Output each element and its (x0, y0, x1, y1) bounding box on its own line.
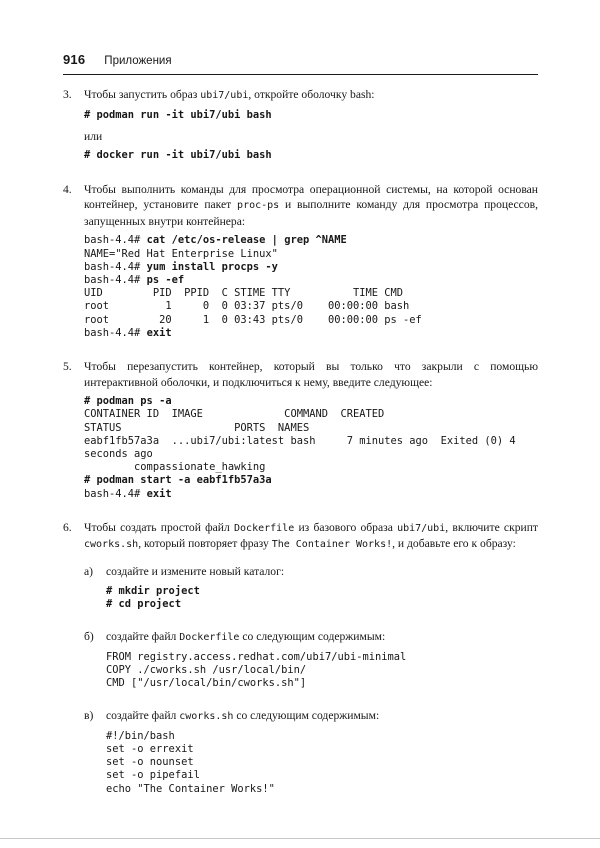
sub-item-label: а) (84, 565, 94, 578)
paragraph (106, 564, 538, 580)
output-text: NAME="Red Hat Enterprise Linux" (84, 247, 278, 260)
code-line (106, 756, 538, 769)
inline-code: ubi7/ubi (397, 522, 446, 534)
inline-code: proc-ps (237, 200, 280, 212)
text-run: со следующим содержимым: (239, 630, 386, 643)
document-content (63, 87, 538, 803)
code-block (106, 730, 538, 796)
inline-code: Dockerfile (234, 522, 295, 534)
output-text: bash-4.4# (84, 326, 147, 339)
text-run: создайте и измените новый каталог: (106, 565, 285, 578)
inline-code: ubi7/ubi (200, 90, 249, 101)
list-item-body (84, 359, 538, 508)
list-item-number: 5. (63, 360, 72, 373)
paragraph (106, 629, 538, 646)
page-number: 916 (63, 52, 86, 67)
code-line (84, 248, 538, 261)
list-item-body (84, 87, 538, 170)
text-run: Чтобы перезапустить контейнер, который вы только что закрыли с помощью интерактивной оболочки, и подключиться к нему, введите следующее: (84, 360, 538, 389)
output-text: FROM registry.access.redhat.com/ubi7/ubi-minimal (106, 650, 407, 663)
sub-list-item (84, 564, 538, 618)
text-run: Чтобы запустить образ (84, 88, 201, 101)
inline-code: The Container Works! (271, 539, 393, 551)
list-item (63, 87, 538, 170)
command-text: cat /etc/os-release | grep ^NAME (146, 234, 347, 247)
code-line (106, 730, 538, 743)
code-line (84, 149, 538, 162)
output-text: set -o nounset (106, 756, 194, 769)
inline-code: cworks.sh (179, 711, 234, 723)
code-line (84, 422, 538, 435)
code-block (84, 109, 538, 122)
paragraph (84, 87, 538, 104)
command-text: yum install procps -y (146, 260, 278, 273)
output-text: COPY ./cworks.sh /usr/local/bin/ (106, 663, 307, 676)
paragraph (84, 520, 538, 553)
output-text: compassionate_hawking (84, 461, 266, 474)
output-text: seconds ago (84, 448, 153, 460)
code-line (84, 327, 538, 340)
list-item-number: 6. (63, 520, 72, 534)
output-text: set -o errexit (106, 743, 194, 755)
text-run: , который повторяет фразу (138, 537, 272, 551)
output-text: eabf1fb57a3a ...ubi7/ubi:latest bash 7 minutes ago Exited (0) 4 (84, 434, 516, 447)
command-text: exit (146, 487, 172, 500)
command-text: # podman start -a eabf1fb57a3a (84, 474, 272, 487)
command-text: # podman ps -a (84, 395, 172, 408)
output-text: bash-4.4# (84, 260, 147, 273)
sub-item-body (106, 564, 538, 618)
text-run: создайте файл (106, 709, 180, 723)
command-text: # docker run -it ubi7/ubi bash (84, 149, 272, 162)
output-text: STATUS PORTS NAMES (84, 421, 310, 434)
list-item (63, 520, 538, 803)
code-line (106, 743, 538, 756)
output-text: root 20 1 0 03:43 pts/0 00:00:00 ps -ef (84, 313, 422, 326)
page-edge-line (0, 838, 600, 839)
output-text: echo "The Container Works!" (106, 782, 275, 795)
output-text: #!/bin/bash (106, 729, 175, 742)
code-line (84, 408, 538, 421)
text-run: Чтобы выполнить команды для просмотра операционной системы, на которой основан контейнер, установите пакет (84, 182, 538, 212)
command-text: ps -ef (146, 273, 185, 286)
code-line (84, 274, 538, 287)
code-line (106, 664, 538, 677)
list-item-number: 4. (63, 182, 72, 196)
code-block (106, 651, 538, 691)
list-item (63, 359, 538, 508)
code-line (84, 395, 538, 408)
sub-item-body (106, 708, 538, 803)
text-run: со следующим содержимым: (233, 709, 380, 723)
code-line (84, 474, 538, 487)
code-line (84, 461, 538, 474)
text-run: и выполните команду для просмотра процессов, запущенных внутри контейнера: (84, 198, 538, 228)
command-text: # podman run -it ubi7/ubi bash (84, 108, 272, 121)
list-item-number: 3. (63, 88, 72, 101)
code-block (106, 585, 538, 611)
list-item (63, 182, 538, 347)
command-text: # cd project (106, 597, 182, 610)
page-header (63, 52, 538, 75)
code-line (106, 651, 538, 664)
code-line (84, 314, 538, 327)
code-line (106, 677, 538, 690)
code-line (84, 261, 538, 274)
code-line (84, 488, 538, 501)
code-line (84, 448, 538, 461)
paragraph (84, 359, 538, 390)
text-run: , включите скрипт (445, 520, 538, 534)
paragraph (84, 182, 538, 230)
code-line (84, 234, 538, 247)
text-run: из базового образа (294, 520, 398, 534)
code-block (84, 234, 538, 340)
paragraph (84, 129, 538, 145)
command-text: exit (146, 326, 172, 339)
text-run: создайте файл (106, 630, 180, 643)
text-run: , откройте оболочку bash: (248, 88, 375, 101)
output-text: UID PID PPID C STIME TTY TIME CMD (84, 287, 404, 300)
output-text: bash-4.4# (84, 273, 147, 286)
sub-list-item (84, 708, 538, 803)
running-head: Приложения (104, 55, 172, 67)
code-line (106, 769, 538, 782)
sub-item-label: в) (84, 709, 94, 723)
output-text: bash-4.4# (84, 487, 147, 500)
output-text: CONTAINER ID IMAGE COMMAND CREATED (84, 408, 385, 421)
sub-item-label: б) (84, 630, 94, 643)
output-text: CMD ["/usr/local/bin/cworks.sh"] (106, 677, 307, 689)
list-item-body (84, 520, 538, 803)
code-line (84, 435, 538, 448)
code-line (106, 585, 538, 598)
output-text: root 1 0 0 03:37 pts/0 00:00:00 bash (84, 300, 410, 313)
inline-code: Dockerfile (179, 632, 240, 643)
output-text: bash-4.4# (84, 234, 147, 247)
paragraph (106, 708, 538, 725)
code-line (84, 300, 538, 313)
output-text: set -o pipefail (106, 769, 200, 782)
code-line (84, 287, 538, 300)
text-run: Чтобы создать простой файл (84, 520, 235, 534)
command-text: # mkdir project (106, 584, 200, 597)
sub-item-body (106, 629, 538, 697)
inline-code: cworks.sh (84, 539, 139, 551)
list-item-body (84, 182, 538, 347)
code-line (84, 109, 538, 122)
text-run: , и добавьте его к образу: (392, 537, 516, 551)
text-run: или (84, 129, 103, 143)
code-block (84, 395, 538, 501)
code-line (106, 783, 538, 796)
code-block (84, 149, 538, 162)
code-line (106, 598, 538, 611)
sub-list-item (84, 629, 538, 697)
